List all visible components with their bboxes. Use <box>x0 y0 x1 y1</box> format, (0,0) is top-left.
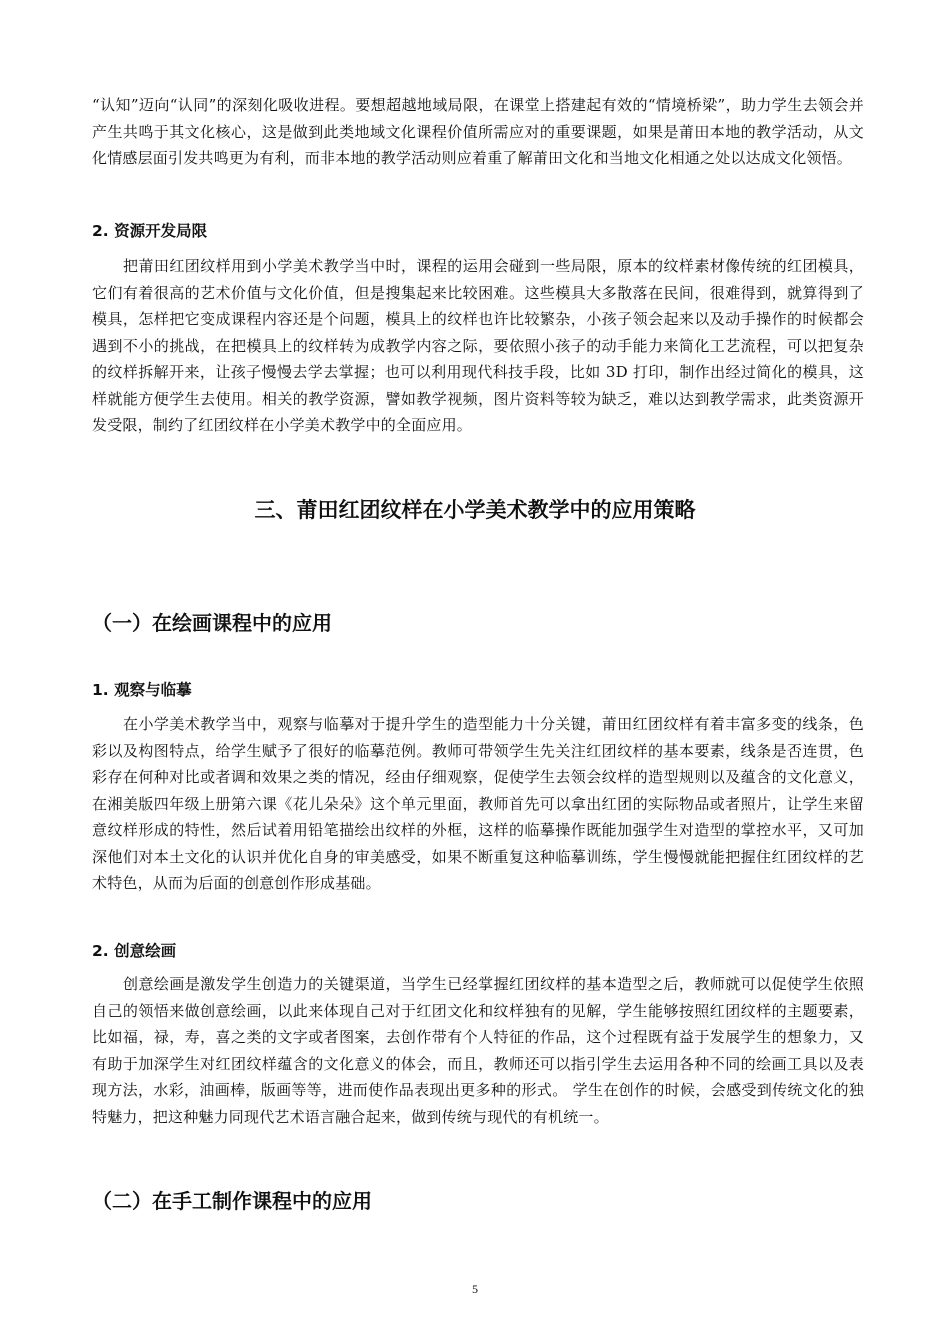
subsection-title-handicraft: （二）在手工制作课程中的应用 <box>92 1189 372 1213</box>
page-number: 5 <box>472 1282 478 1296</box>
heading-resource-limits: 2. 资源开发局限 <box>92 222 208 240</box>
paragraph-resource-limits: 把莆田红团纹样用到小学美术教学当中时，课程的运用会碰到一些局限，原本的纹样素材像传统的红团模具，它们有着很高的艺术价值与文化价值，但是搜集起来比较困难。这些模具大多散落在民间，很难得到，就算得到了模具，怎样把它变成课程内容还是个问题，模具上的纹样也许比较繁杂，小孩子领会起来以及动手操作的时候都会遇到不小的挑战，在把模具上的纹样转为成教学内容之际，要依照小孩子的动手能力来简化工艺流程，可以把复杂的纹样拆解开来，让孩子慢慢去学去掌握；也可以利用现代科技手段，比如 3D 打印，制作出经过简化的模具，这样就能方便学生去使用。相关的教学资源，譬如教学视频，图片资料等较为缺乏，难以达到教学需求，此类资源开发受限，制约了红团纹样在小学美术教学中的全面应用。 <box>92 257 864 434</box>
paragraph-observe-copy: 在小学美术教学当中，观察与临摹对于提升学生的造型能力十分关键，莆田红团纹样有着丰富多变的线条，色彩以及构图特点，给学生赋予了很好的临摹范例。教师可带领学生先关注红团纹样的基本要素，线条是否连贯，色彩存在何种对比或者调和效果之类的情况，经由仔细观察，促使学生去领会纹样的造型规则以及蕴含的文化意义，在湘美版四年级上册第六课《花儿朵朵》这个单元里面，教师首先可以拿出红团的实际物品或者照片，让学生来留意纹样形成的特性，然后试着用铅笔描绘出纹样的外框，这样的临摹操作既能加强学生对造型的掌控水平，又可加深他们对本土文化的认识并优化自身的审美感受，如果不断重复这种临摹训练，学生慢慢就能把握住红团纹样的艺术特色，从而为后面的创意创作形成基础。 <box>92 715 864 892</box>
heading-observe-copy: 1. 观察与临摹 <box>92 681 192 699</box>
paragraph-creative-painting: 创意绘画是激发学生创造力的关键渠道，当学生已经掌握红团纹样的基本造型之后，教师就可以促使学生依照自己的领悟来做创意绘画，以此来体现自己对于红团文化和纹样独有的见解，学生能够按照红团纹样的主题要素，比如福，禄，寿，喜之类的文字或者图案，去创作带有个人特征的作品，这个过程既有益于发展学生的想象力，又有助于加深学生对红团纹样蕴含的文化意义的体会，而且，教师还可以指引学生去运用各种不同的绘画工具以及表现方法，水彩，油画棒，版画等等，进而使作品表现出更多种的形式。 学生在创作的时候，会感受到传统文化的独特魅力，把这种魅力同现代艺术语言融合起来，做到传统与现代的有机统一。 <box>92 975 864 1126</box>
subsection-title-painting: （一）在绘画课程中的应用 <box>92 611 332 635</box>
section-title-three: 三、莆田红团纹样在小学美术教学中的应用策略 <box>254 498 696 522</box>
paragraph-cultural-resonance: “认知”迈向“认同”的深刻化吸收进程。要想超越地域局限，在课堂上搭建起有效的“情境桥梁”，助力学生去领会并产生共鸣于其文化核心，这是做到此类地域文化课程价值所需应对的重要课题，如果是莆田本地的教学活动，从文化情感层面引发共鸣更为有利，而非本地的教学活动则应着重了解莆田文化和当地文化相通之处以达成文化领悟。 <box>92 96 864 167</box>
heading-creative-painting: 2. 创意绘画 <box>92 942 177 960</box>
